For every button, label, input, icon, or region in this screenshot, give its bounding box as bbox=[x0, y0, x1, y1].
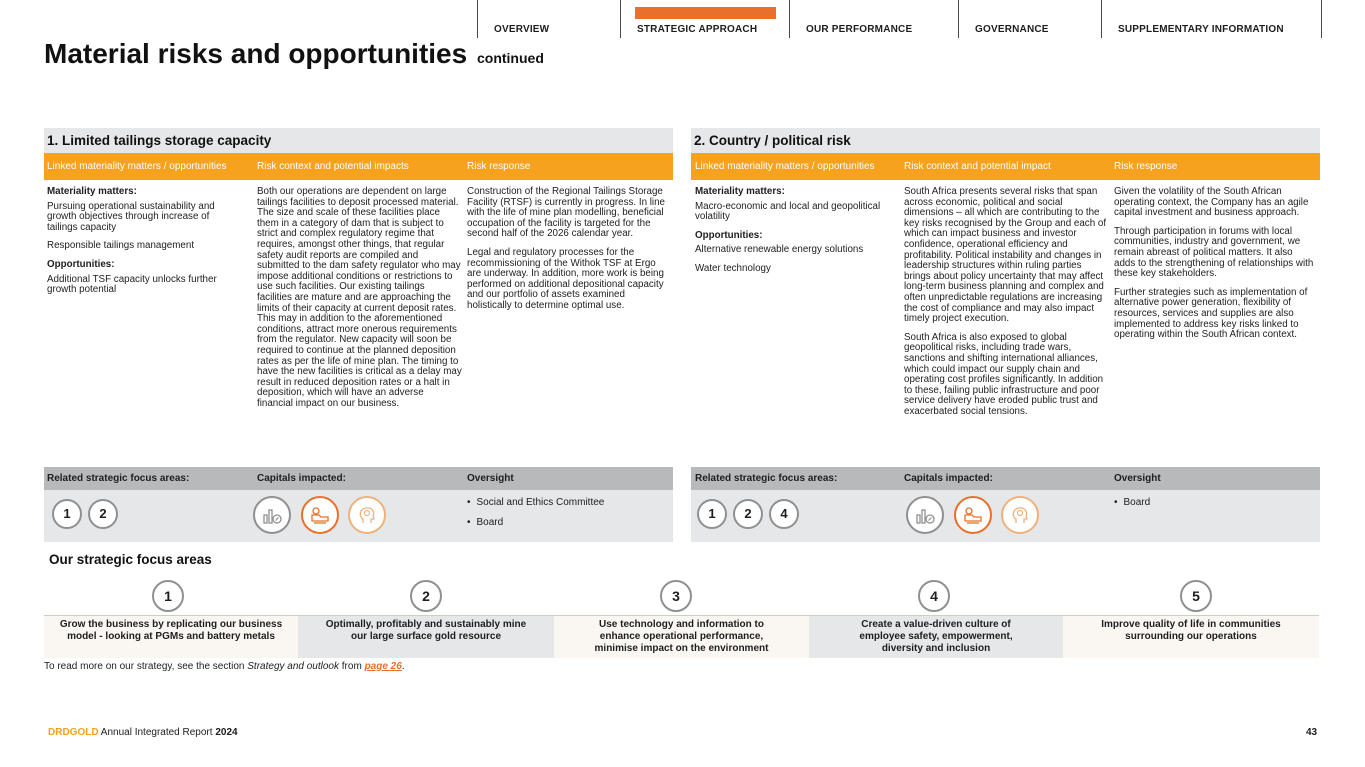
col-head-linked: Linked materiality matters / opportunities bbox=[695, 161, 875, 172]
risk-response-column: Given the volatility of the South African operating context, the Company has an agile capital investment and business approach. Through participation in forums with local communities, industry and government, we remain abreast of political matters. It also adds to the strengthening of relationships with these key stakeholders. Further strategies such as implementation of alternative power generation, flexibility of resources, services and supplies are also implemented to address key risks linked to operating within the South African context. bbox=[1114, 186, 1314, 341]
nav-divider bbox=[1321, 0, 1322, 38]
linked-matters-column: Materiality matters: Pursuing operational sustainability and growth objectives through increase of tailings capacity Responsible tailings management Opportunities: Additional TSF capacity unlocks further growth potential bbox=[47, 187, 242, 304]
focus-area-badge: 1 bbox=[697, 499, 727, 529]
oversight-item: • Board bbox=[1114, 493, 1150, 513]
strategic-focus-title: Our strategic focus areas bbox=[49, 552, 212, 567]
manufactured-capital-icon bbox=[301, 496, 339, 534]
nav-governance[interactable]: GOVERNANCE bbox=[958, 0, 1101, 38]
nav-overview[interactable]: OVERVIEW bbox=[477, 0, 620, 38]
materiality-item: Responsible tailings management bbox=[47, 240, 195, 252]
oversight-item: • Social and Ethics Committee bbox=[467, 493, 604, 513]
opportunity-item: Alternative renewable energy solutions bbox=[695, 244, 864, 256]
focus-area-number: 4 bbox=[918, 580, 950, 612]
focus-area-number: 1 bbox=[152, 580, 184, 612]
focus-area-box: Create a value-driven culture of employee safety, empowerment, diversity and inclusion bbox=[809, 615, 1063, 658]
panel-body bbox=[44, 180, 673, 467]
focus-area-number: 5 bbox=[1180, 580, 1212, 612]
risk-context-column: Both our operations are dependent on large tailings facilities to deposit processed material. The size and scale of these facilities place them in a category of dam that is subject to strict and complex regulatory regime that requires, amongst other things, that regular safety audit reports are compiled and submitted to the dam safety regulator who may impose additional conditions or restrictions to use such facilities. Our existing tailings facilities are mature and are approaching the limits of their capacity at current deposit rates. This may in addition to the aforementioned conditions, attract more onerous requirements from the regulator. New capacity will soon be required to continue at the planned deposition rates as per the life of mine plan. The timing to have the new facilities is critical as a delay may result in reduced deposition rates or a halt in deposition, which will have an adverse financial impact on our business. bbox=[257, 186, 462, 409]
materiality-item: Macro-economic and local and geopolitical volatility bbox=[695, 200, 881, 223]
focus-area-badge: 2 bbox=[733, 499, 763, 529]
page-title: Material risks and opportunities continued bbox=[44, 38, 544, 69]
focus-area-number: 2 bbox=[410, 580, 442, 612]
col-head-response: Risk response bbox=[1114, 161, 1178, 172]
col-head-context: Risk context and potential impact bbox=[904, 161, 1051, 172]
focus-area-box: Use technology and information to enhance operational performance, minimise impact on the environment bbox=[554, 615, 809, 658]
nav-our-performance[interactable]: OUR PERFORMANCE bbox=[789, 0, 958, 38]
focus-area-box: Optimally, profitably and sustainably mine our large surface gold resource bbox=[298, 615, 554, 658]
title-suffix: continued bbox=[476, 50, 544, 66]
materiality-item: Pursuing operational sustainability and growth objectives through increase of tailings capacity bbox=[47, 200, 215, 233]
footer-headers: Related strategic focus areas: Capitals impacted: Oversight bbox=[44, 467, 673, 490]
risk-panel-country-political bbox=[691, 128, 1320, 542]
opportunity-item: Water technology bbox=[695, 262, 771, 274]
risk-panel-tailings bbox=[44, 128, 673, 542]
financial-capital-icon bbox=[906, 496, 944, 534]
risk-response-column: Construction of the Regional Tailings Storage Facility (RTSF) is currently in progress. In line with the life of mine plan modelling, beneficial occupation of the facility is targeted for the second half of the 2026 calendar year. Legal and regulatory processes for the recommissioning of the Withok TSF at Ergo are underway. In addition, more work is being performed on additional depositional capacity and our portfolio of assets examined holistically to determine optimal use. bbox=[467, 186, 665, 311]
oversight-item: • Board bbox=[467, 513, 604, 533]
focus-area-box: Improve quality of life in communities surrounding our operations bbox=[1063, 615, 1319, 658]
nav-active-indicator bbox=[635, 7, 776, 19]
nav-supplementary-information[interactable]: SUPPLEMENTARY INFORMATION bbox=[1101, 0, 1321, 38]
oversight-list bbox=[467, 493, 604, 533]
footer-body bbox=[44, 490, 673, 542]
risk-context-column: South Africa presents several risks that span across economic, political and social dimensions – all which are contributing to the key risks recognised by the Group and each of which can impact business and investor confidence, operational efficiency and profitability. Political instability and changes in leadership structures within ruling parties brings about policy uncertainty that may affect long-term business planning and complex and often unpredictable regulations are increasing the cost of compliance and may also impact timely project execution. South Africa is also exposed to global geopolitical risks, including trade wars, sanctions and shifting international alliances, which could impact our supply chain and operating cost profiles significantly. In addition to these, failing public infrastructure and poor service delivery have eroded public trust and exacerbated social tensions. bbox=[904, 186, 1107, 417]
report-footer: DRDGOLD Annual Integrated Report 2024 bbox=[48, 727, 238, 738]
focus-area-box: Grow the business by replicating our business model - looking at PGMs and battery metals bbox=[44, 615, 298, 658]
panel-heading: 2. Country / political risk bbox=[691, 128, 1320, 153]
manufactured-capital-icon bbox=[954, 496, 992, 534]
focus-area-badge: 2 bbox=[88, 499, 118, 529]
linked-matters-column: Materiality matters: Macro-economic and local and geopolitical volatility Opportunities: Alternative renewable energy solutions Water technology bbox=[695, 187, 890, 283]
panel-body bbox=[691, 180, 1320, 467]
panel-heading: 1. Limited tailings storage capacity bbox=[44, 128, 673, 153]
strategy-reference-note: To read more on our strategy, see the section Strategy and outlook from page 26. bbox=[44, 661, 405, 672]
nav-strategic-approach[interactable]: STRATEGIC APPROACH bbox=[620, 0, 789, 38]
page-link[interactable]: page 26 bbox=[364, 661, 402, 672]
intellectual-capital-icon bbox=[348, 496, 386, 534]
opportunity-item: Additional TSF capacity unlocks further growth potential bbox=[47, 273, 217, 296]
focus-area-badge: 4 bbox=[769, 499, 799, 529]
focus-area-number: 3 bbox=[660, 580, 692, 612]
oversight-list bbox=[1114, 493, 1150, 513]
intellectual-capital-icon bbox=[1001, 496, 1039, 534]
focus-area-badge: 1 bbox=[52, 499, 82, 529]
col-head-context: Risk context and potential impacts bbox=[257, 161, 409, 172]
page-number: 43 bbox=[1306, 727, 1318, 738]
col-head-response: Risk response bbox=[467, 161, 531, 172]
column-headers bbox=[44, 153, 673, 180]
footer-body bbox=[691, 490, 1320, 542]
col-head-linked: Linked materiality matters / opportunities bbox=[47, 161, 227, 172]
column-headers bbox=[691, 153, 1320, 180]
footer-headers: Related strategic focus areas: Capitals impacted: Oversight bbox=[691, 467, 1320, 490]
brand-name: DRDGOLD bbox=[48, 727, 99, 738]
financial-capital-icon bbox=[253, 496, 291, 534]
